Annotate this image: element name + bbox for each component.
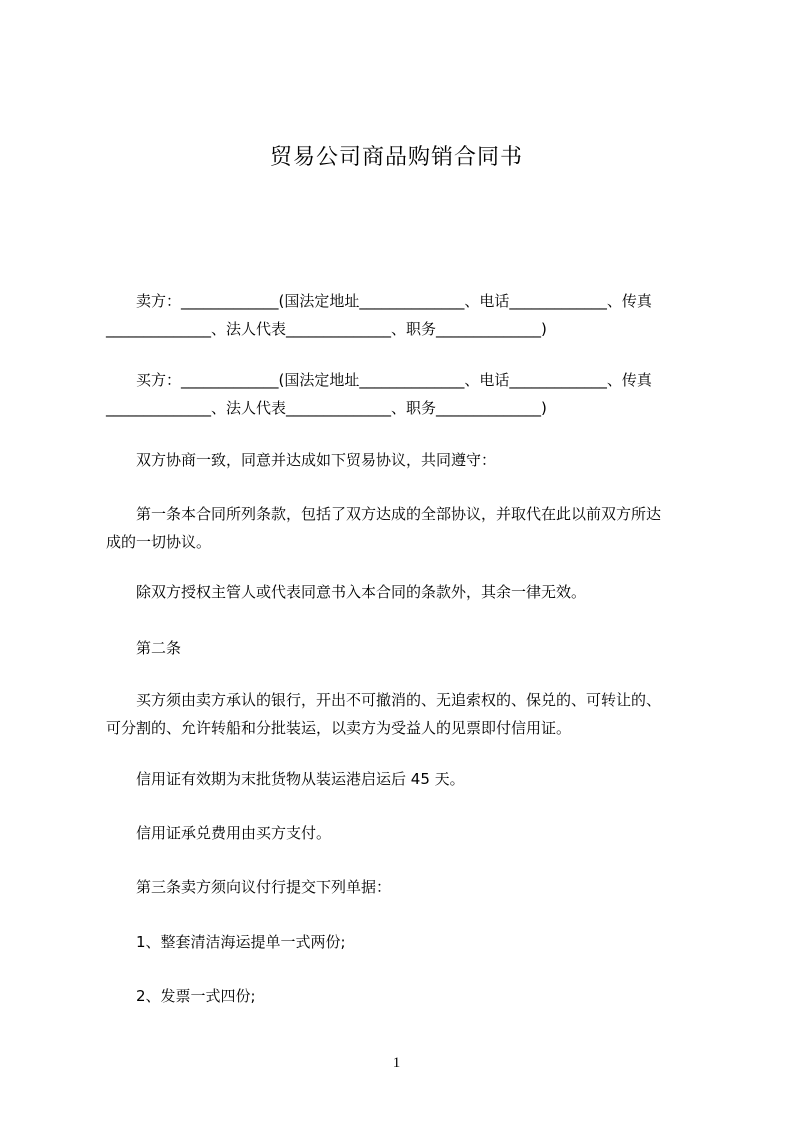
article-3-heading-line: 第三条卖方须向议付行提交下列单据： bbox=[136, 878, 392, 896]
document-title: 贸易公司商品购销合同书 bbox=[269, 145, 523, 170]
article-2-line-2: 可分割的、允许转船和分批装运，以卖方为受益人的见票即付信用证。 bbox=[106, 719, 572, 737]
article-2-validity-line: 信用证有效期为末批货物从装运港启运后 45 天。 bbox=[136, 770, 465, 788]
article-2-heading-line: 第二条 bbox=[136, 639, 182, 657]
intro-paragraph bbox=[106, 446, 706, 474]
intro-line: 双方协商一致，同意并达成如下贸易协议，共同遵守： bbox=[136, 451, 497, 469]
seller-paragraph bbox=[106, 287, 706, 343]
article-2-paragraph bbox=[106, 686, 706, 742]
list-item-1 bbox=[106, 928, 706, 956]
list-item-2 bbox=[106, 982, 706, 1010]
seller-line-1: 卖方：_____________(国法定地址______________、电话_____________、传真 bbox=[136, 292, 652, 310]
article-2-validity bbox=[106, 765, 706, 793]
buyer-paragraph bbox=[106, 366, 706, 422]
buyer-line-2: ______________、法人代表______________、职务______________) bbox=[106, 399, 547, 417]
buyer-line-1: 买方：_____________(国法定地址______________、电话_____________、传真 bbox=[136, 371, 652, 389]
article-2-fee bbox=[106, 819, 706, 847]
article-1-line-1: 第一条本合同所列条款，包括了双方达成的全部协议，并取代在此以前双方所达 bbox=[136, 505, 662, 523]
article-2-fee-line: 信用证承兑费用由买方支付。 bbox=[136, 824, 332, 842]
article-1-clause-line: 除双方授权主管人或代表同意书入本合同的条款外，其余一律无效。 bbox=[136, 583, 587, 601]
article-1-line-2: 成的一切协议。 bbox=[106, 533, 212, 551]
list-item-1-text: 1、整套清洁海运提单一式两份; bbox=[136, 933, 346, 951]
page-number: 1 bbox=[392, 1055, 401, 1071]
article-1-paragraph bbox=[106, 500, 706, 556]
article-2-heading bbox=[106, 634, 706, 662]
article-2-line-1: 买方须由卖方承认的银行，开出不可撤消的、无追索权的、保兑的、可转让的、 bbox=[136, 691, 662, 709]
seller-line-2: ______________、法人代表______________、职务______________) bbox=[106, 320, 547, 338]
article-1-paragraph-2 bbox=[106, 578, 706, 606]
list-item-2-text: 2、发票一式四份; bbox=[136, 987, 256, 1005]
article-3-heading bbox=[106, 873, 706, 901]
